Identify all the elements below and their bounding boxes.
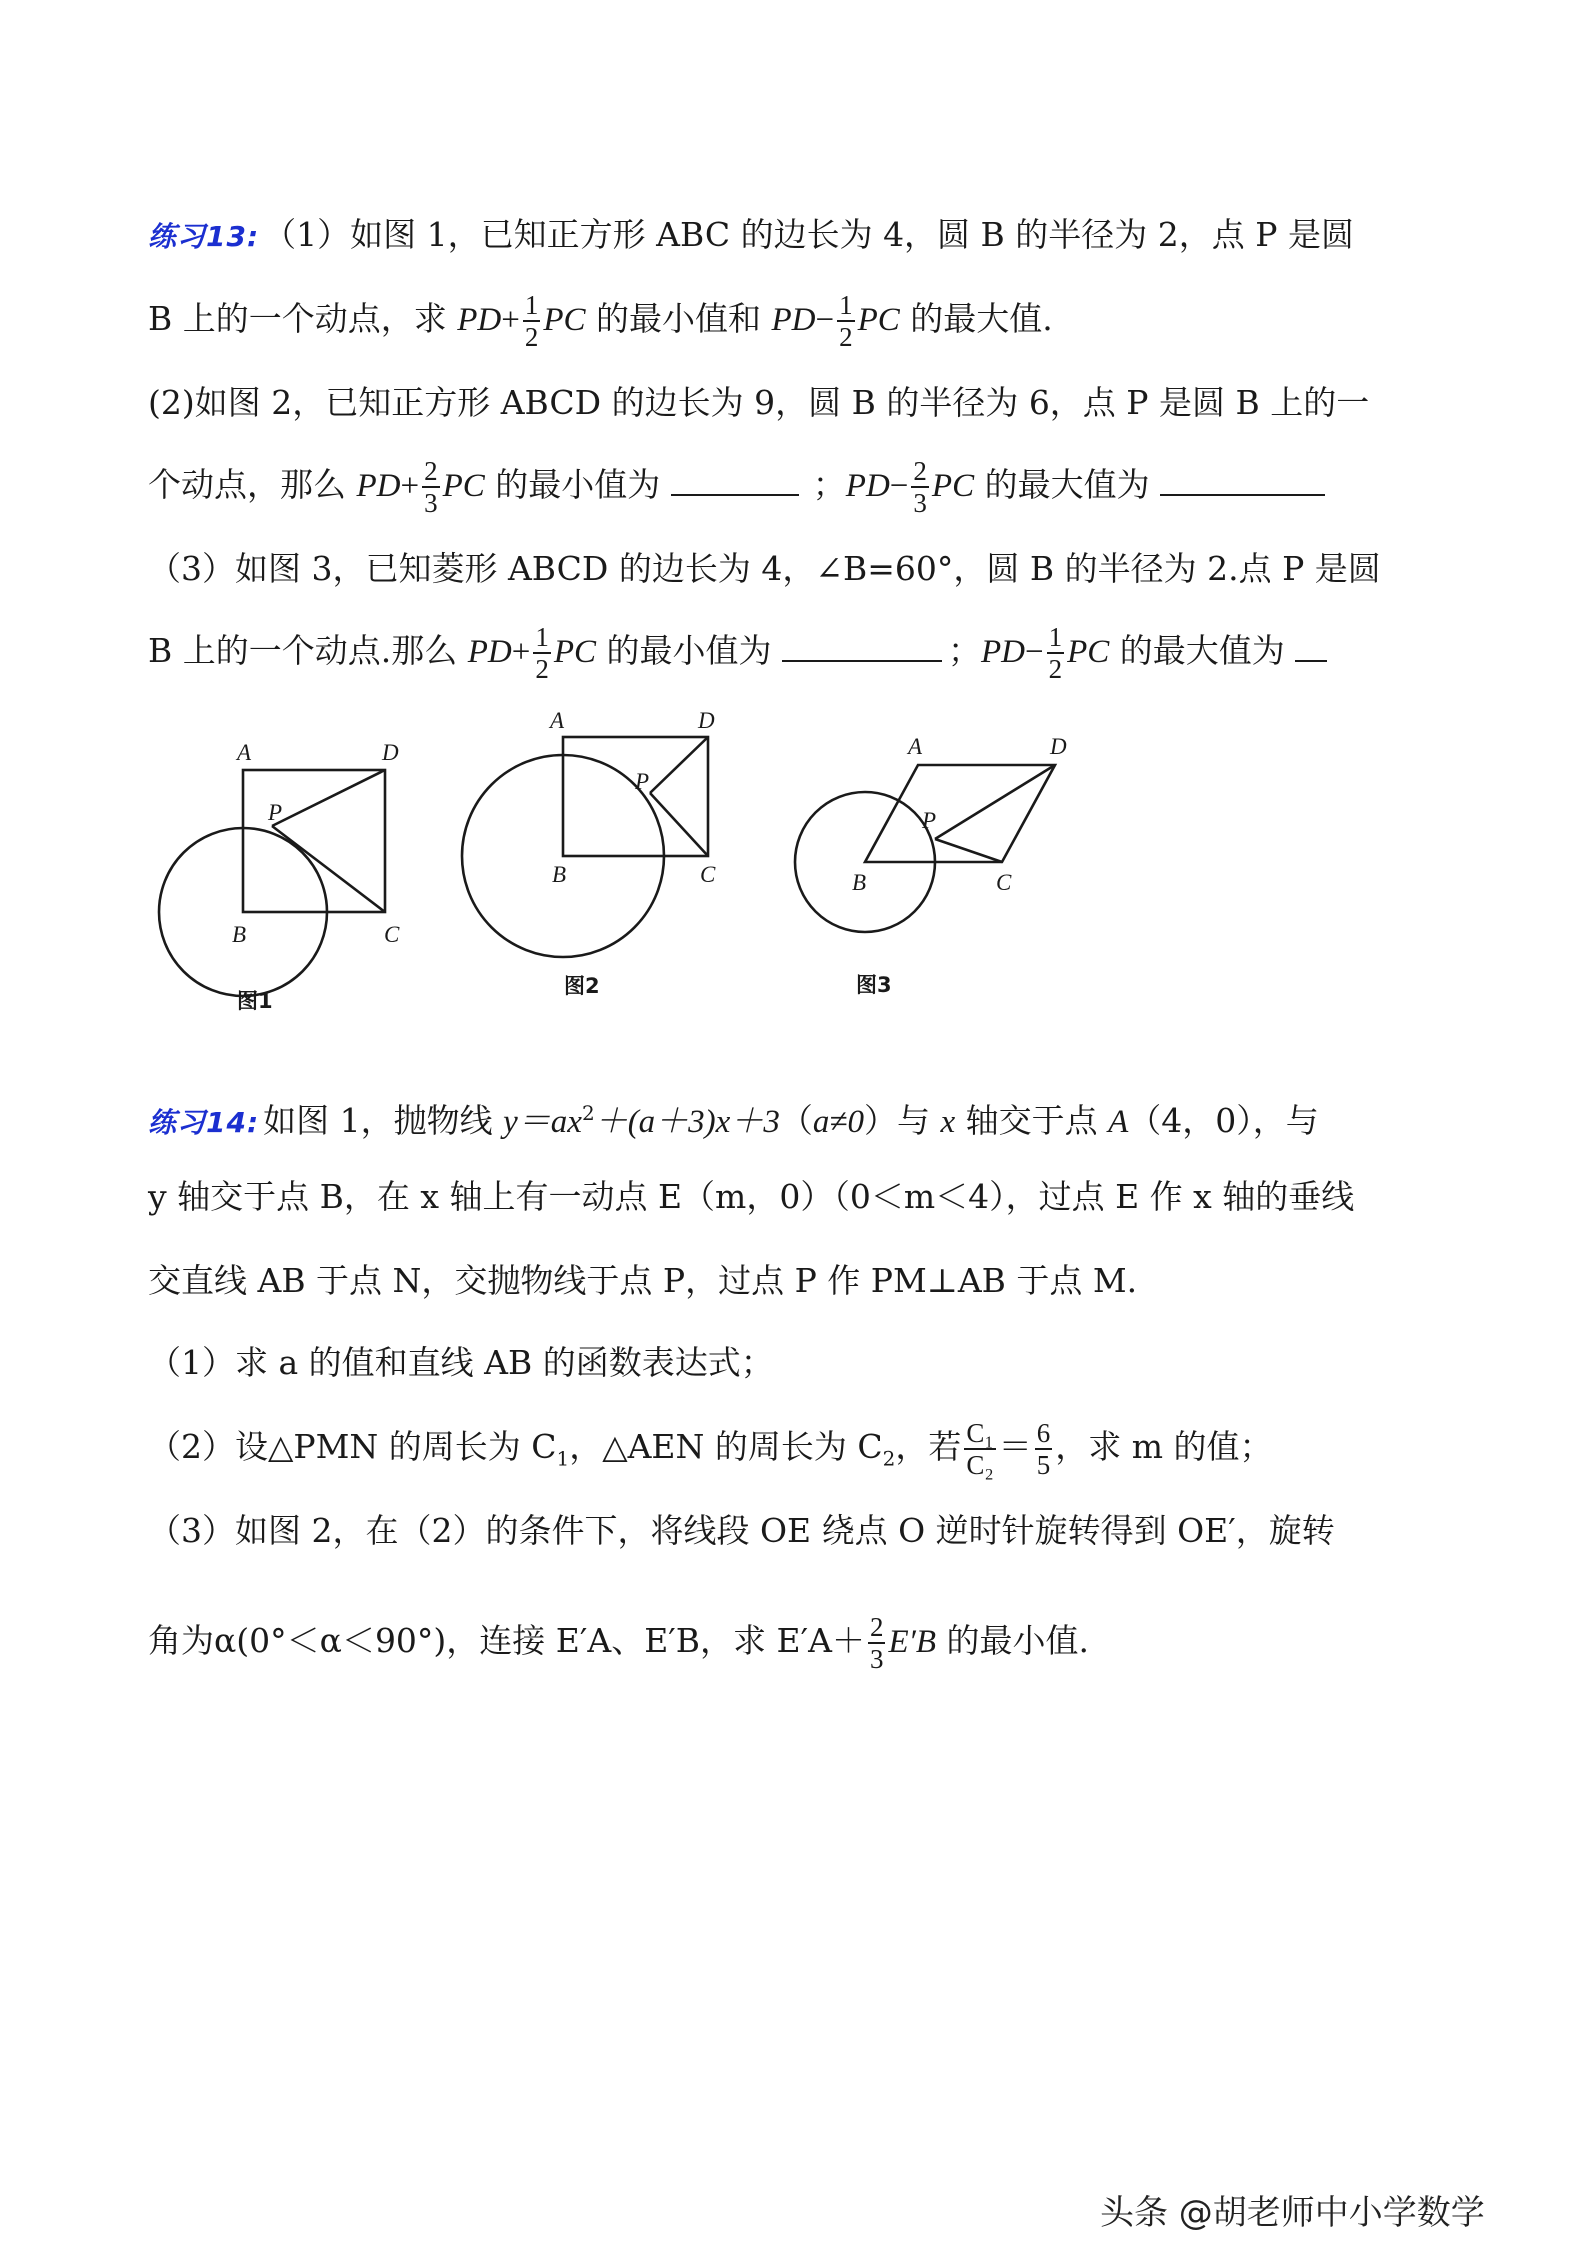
ex14-text-line3: 交直线 AB 于点 N，交抛物线于点 P，过点 P 作 PM⊥AB 于点 M. — [148, 1261, 1138, 1300]
fig1-segment-pc — [272, 826, 385, 912]
ex14-part1-text: （1）求 a 的值和直线 AB 的函数表达式； — [148, 1343, 774, 1382]
fraction-half — [523, 290, 541, 352]
fraction-c1-c2 — [964, 1418, 995, 1480]
fig2-segment-pd — [650, 737, 708, 793]
fig1-label-a: A — [237, 740, 252, 765]
ex13-q1-text-b2: 的最小值和 — [585, 299, 772, 338]
ex13-q3-line2 — [148, 622, 1327, 684]
expr-pc: PC — [553, 634, 597, 670]
fig3-label-p: P — [922, 808, 937, 833]
frac-num: 2 — [913, 456, 927, 486]
frac-den: 2 — [1048, 654, 1063, 684]
expr-pd: PD — [467, 634, 512, 670]
fig1-caption: 图1 — [237, 989, 273, 1013]
frac-den: 3 — [424, 488, 438, 518]
op-minus: − — [889, 468, 909, 504]
op-plus: + — [511, 634, 531, 670]
separator: ； — [948, 631, 982, 670]
frac-num: 2 — [869, 1612, 884, 1642]
answer-blank[interactable] — [671, 466, 799, 496]
expr-pc: PC — [1067, 634, 1110, 670]
fig1-square — [243, 770, 385, 912]
parabola-eq: y＝ax — [503, 1104, 582, 1140]
ex13-q1-text-b1: B 上的一个动点，求 — [148, 299, 458, 338]
fig3-label-b: B — [852, 870, 867, 895]
ex13-q2-text-b3: 的最大值为 — [974, 465, 1161, 504]
ex14-part2-text-a: （2）设△PMN 的周长为 C — [148, 1427, 557, 1466]
subscript: 2 — [882, 1446, 896, 1471]
fraction-two-thirds — [868, 1612, 886, 1674]
frac-den: 3 — [869, 1644, 884, 1674]
expr-pc: PC — [442, 468, 485, 504]
ex14-part1 — [148, 1340, 774, 1386]
ex14-part3-text-b1: 角为α(0°＜α＜90°)，连接 E′A、E′B，求 E′A＋ — [148, 1621, 865, 1660]
ex13-q3-line1 — [148, 546, 1381, 592]
ex13-q3-text-b3: 的最大值为 — [1109, 631, 1296, 670]
fig3-label-a: A — [908, 734, 923, 759]
ex13-q2-text-b1: 个动点，那么 — [148, 465, 357, 504]
frac-num: 1 — [1048, 622, 1063, 652]
ex13-q2-line1 — [148, 380, 1369, 426]
ex13-tag: 练习13: — [148, 220, 260, 253]
frac-num: 2 — [424, 456, 438, 486]
fig1-label-b: B — [232, 922, 247, 947]
watermark: 头条 @胡老师中小学数学 — [1100, 2193, 1485, 2233]
separator: ； — [812, 465, 846, 504]
ex14-text-a: 如图 1，抛物线 — [263, 1101, 504, 1140]
frac-den: 2 — [535, 654, 549, 684]
fig2-square — [563, 737, 708, 856]
ex14-part2 — [148, 1418, 1273, 1482]
frac-num: 1 — [524, 290, 539, 320]
expr-pd: PD — [981, 634, 1026, 670]
ex14-text-line2: y 轴交于点 B，在 x 轴上有一动点 E（m，0）（0＜m＜4），过点 E 作 x 轴的垂线 — [148, 1177, 1355, 1216]
ex14-part3-line1 — [148, 1508, 1335, 1554]
ex13-q3-text-a: （3）如图 3，已知菱形 ABCD 的边长为 4，∠B=60°，圆 B 的半径为 2.点 P 是圆 — [148, 549, 1381, 588]
parabola-eq-rest: ＋(a＋3)x＋3 — [594, 1104, 780, 1140]
fraction-half — [837, 290, 855, 352]
subscript: 1 — [556, 1446, 570, 1471]
ex13-q1-line1 — [148, 212, 1354, 260]
ex14-part2-text-d: ，求 m 的值； — [1055, 1427, 1273, 1466]
frac-den: 3 — [913, 488, 927, 518]
ex14-text-e: （4，0），与 — [1128, 1101, 1319, 1140]
ex13-q2-line2 — [148, 456, 1325, 518]
ex13-q2-text-a: (2)如图 2，已知正方形 ABCD 的边长为 9，圆 B 的半径为 6，点 P 是圆 B 上的一 — [148, 383, 1370, 422]
fig2-label-d: D — [698, 708, 715, 733]
ex14-part2-text-b: ，△AEN 的周长为 C — [569, 1427, 883, 1466]
frac-num: C₁ — [966, 1418, 994, 1448]
fig1-label-p: P — [268, 800, 283, 825]
frac-den: 2 — [839, 322, 853, 352]
fig3-segment-pc — [935, 839, 1002, 862]
answer-blank[interactable] — [782, 632, 942, 662]
fig3-label-d: D — [1050, 734, 1067, 759]
ex14-text-d: 轴交于点 — [955, 1101, 1109, 1140]
fraction-two-thirds — [422, 456, 440, 518]
fig2-label-c: C — [700, 862, 716, 887]
expr-pc: PC — [857, 302, 900, 338]
expr-pd: PD — [845, 468, 890, 504]
ex14-part2-text-c: ，若 — [895, 1427, 962, 1466]
answer-blank[interactable] — [1160, 466, 1325, 496]
point-a: A — [1108, 1104, 1129, 1140]
ex14-part3-text-b3: 的最小值. — [936, 1621, 1089, 1660]
frac-num: 6 — [1036, 1418, 1051, 1448]
frac-num: 1 — [839, 290, 853, 320]
fig2-label-p: P — [635, 769, 650, 794]
figure-3 — [795, 765, 1055, 932]
op-minus: − — [815, 302, 835, 338]
ex13-q2-text-b2: 的最小值为 — [484, 465, 671, 504]
op-plus: + — [400, 468, 420, 504]
fig1-segment-pd — [272, 770, 385, 826]
ex14-line2 — [148, 1174, 1354, 1220]
ex14-text-c: ）与 — [863, 1101, 941, 1140]
expr-pd: PD — [457, 302, 502, 338]
expr-pc: PC — [543, 302, 586, 338]
fig3-segment-pd — [935, 765, 1055, 839]
op-plus: + — [501, 302, 520, 338]
ex13-q3-text-b1: B 上的一个动点.那么 — [148, 631, 468, 670]
ex13-q1-text-a: （1）如图 1，已知正方形 ABC 的边长为 4，圆 B 的半径为 2，点 P 是圆 — [263, 215, 1354, 254]
ex14-tag: 练习14: — [148, 1106, 260, 1139]
ex13-q3-text-b2: 的最小值为 — [596, 631, 783, 670]
fig2-label-b: B — [552, 862, 567, 887]
ex13-q1-line2 — [148, 290, 1053, 352]
expr-pd: PD — [771, 302, 816, 338]
frac-num: 1 — [535, 622, 549, 652]
fig3-caption: 图3 — [856, 973, 892, 997]
ex14-part3-line2 — [148, 1612, 1089, 1674]
fraction-half — [1047, 622, 1065, 684]
frac-den: 2 — [524, 322, 539, 352]
exponent: 2 — [581, 1101, 595, 1125]
expr-pc: PC — [931, 468, 975, 504]
fig3-label-c: C — [996, 870, 1012, 895]
ex13-q1-text-b3: 的最大值. — [899, 299, 1053, 338]
figure-2 — [462, 737, 708, 957]
fig2-label-a: A — [550, 708, 565, 733]
fig2-caption: 图2 — [564, 974, 600, 998]
var-x: x — [940, 1104, 956, 1140]
op-minus: − — [1025, 634, 1044, 670]
expr-eb: E′B — [888, 1624, 936, 1660]
ex14-line3 — [148, 1258, 1137, 1304]
answer-blank[interactable] — [1295, 632, 1327, 662]
frac-den: C₂ — [966, 1450, 994, 1480]
frac-den: 5 — [1036, 1450, 1051, 1480]
condition: a≠0 — [812, 1104, 864, 1140]
fraction-two-thirds — [911, 456, 929, 518]
geometry-figures — [140, 700, 1100, 1030]
ex14-part3-text-a: （3）如图 2，在（2）的条件下，将线段 OE 绕点 O 逆时针旋转得到 OE′，旋转 — [148, 1511, 1335, 1550]
paren-open: （ — [779, 1101, 813, 1140]
fig1-label-d: D — [382, 740, 399, 765]
fraction-six-fifths — [1035, 1418, 1053, 1480]
fig1-label-c: C — [384, 922, 400, 947]
ex14-line1 — [148, 1090, 1319, 1146]
expr-pd: PD — [356, 468, 401, 504]
equals: ＝ — [998, 1427, 1032, 1466]
fraction-half — [533, 622, 551, 684]
